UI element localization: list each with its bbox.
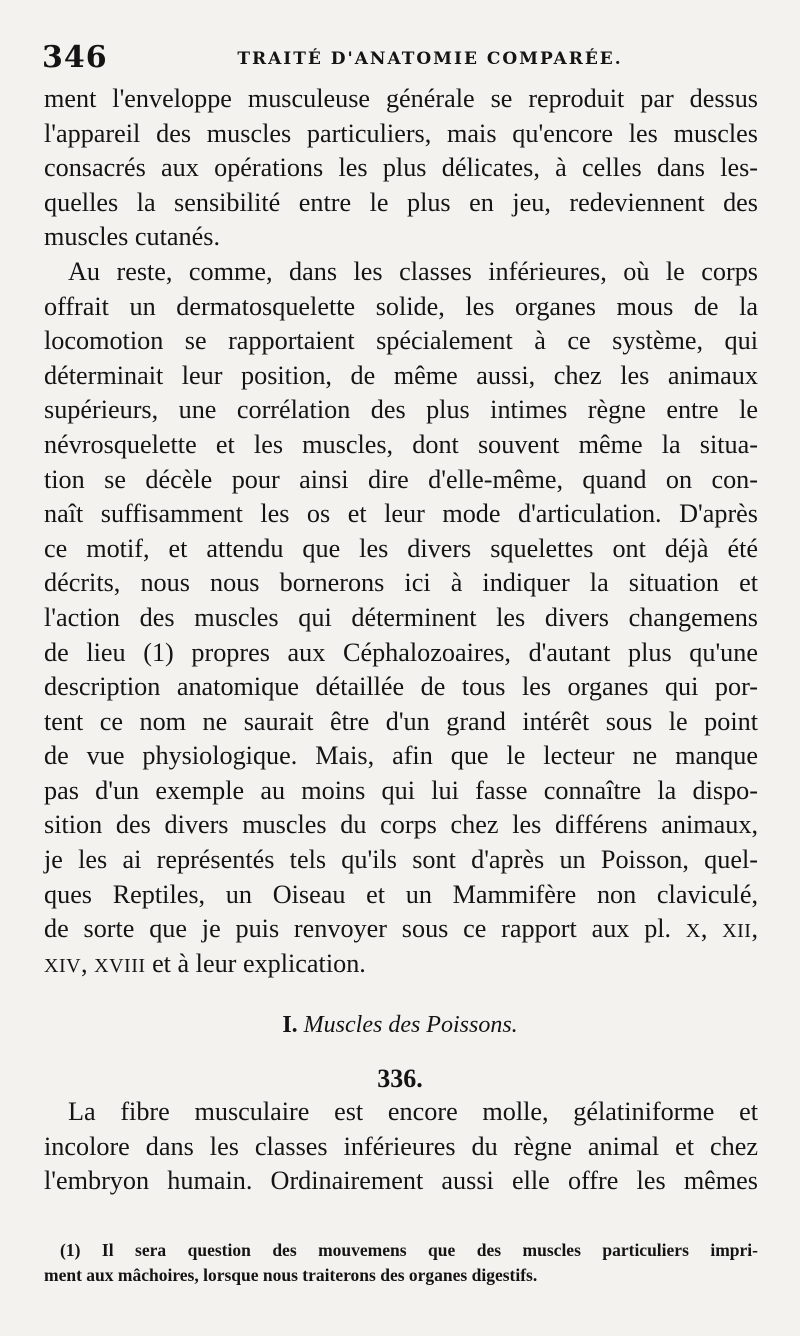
text-line: tion se décèle pour ainsi dire d'elle-même, quand on con- bbox=[44, 464, 758, 494]
plate-ref: XVIII bbox=[94, 954, 146, 977]
text-line: ques Reptiles, un Oiseau et un Mammifère non claviculé, bbox=[44, 879, 758, 909]
text-line: sition des divers muscles du corps chez les différens animaux, bbox=[44, 810, 758, 840]
text-line: tent ce nom ne saurait être d'un grand intérêt sous le point bbox=[44, 706, 758, 736]
text-line: consacrés aux opérations les plus délicates, à celles dans les- bbox=[44, 153, 758, 183]
text-line: décrits, nous nous bornerons ici à indiquer la situation et bbox=[44, 568, 758, 598]
footnote-line: ment aux mâchoires, lorsque nous traiterons des organes digestifs. bbox=[44, 1265, 538, 1285]
section-number: I. bbox=[282, 1012, 298, 1038]
text-line: névrosquelette et les muscles, dont souvent même la situa- bbox=[44, 429, 758, 459]
text-line: description anatomique détaillée de tous les organes qui por- bbox=[44, 672, 758, 702]
text-fragment: et à leur explication. bbox=[152, 948, 366, 978]
text-line: supérieurs, une corrélation des plus intimes règne entre le bbox=[44, 395, 758, 425]
text-line: de vue physiologique. Mais, afin que le lecteur ne manque bbox=[44, 741, 758, 771]
text-line: l'action des muscles qui déterminent les divers changemens bbox=[44, 602, 758, 632]
section-title: Muscles des Poissons. bbox=[303, 1012, 518, 1038]
text-line: déterminait leur position, de même aussi, chez les animaux bbox=[44, 360, 758, 390]
text-line: je les ai représentés tels qu'ils sont d'après un Poisson, quel- bbox=[44, 845, 758, 875]
footnote-line: (1) Il sera question des mouvemens que des muscles particuliers impri- bbox=[60, 1240, 758, 1260]
plate-ref: XIV bbox=[44, 954, 82, 977]
paragraph-number: 336. bbox=[377, 1064, 423, 1093]
text-line-plates: XIV, XVIII et à leur explication. bbox=[44, 948, 366, 978]
text-line: muscles cutanés. bbox=[44, 222, 220, 252]
text-fragment: de sorte que je puis renvoyer sous ce rapport aux pl. bbox=[44, 914, 672, 944]
running-title: TRAITÉ D'ANATOMIE COMPARÉE. bbox=[237, 49, 623, 69]
footnote bbox=[44, 1238, 758, 1288]
text-line: La fibre musculaire est encore molle, gélatiniforme et bbox=[68, 1097, 758, 1126]
text-line: incolore dans les classes inférieures du règne animal et chez bbox=[44, 1131, 758, 1161]
text-line: offrait un dermatosquelette solide, les organes mous de la bbox=[44, 291, 758, 321]
text-line: Au reste, comme, dans les classes inférieures, où le corps bbox=[68, 256, 758, 286]
plate-ref: XII bbox=[722, 920, 752, 943]
text-line: l'appareil des muscles particuliers, mais qu'encore les muscles bbox=[44, 118, 758, 148]
text-line: ment l'enveloppe musculeuse générale se reproduit par dessus bbox=[44, 84, 758, 113]
text-line: l'embryon humain. Ordinairement aussi elle offre les mêmes bbox=[44, 1166, 758, 1196]
paragraph-text-block bbox=[44, 1094, 758, 1198]
text-line: de lieu (1) propres aux Céphalozoaires, d'autant plus qu'une bbox=[44, 637, 758, 667]
text-line: locomotion se rapportaient spécialement à ce système, qui bbox=[44, 326, 758, 356]
page-header bbox=[40, 40, 760, 76]
text-line: quelles la sensibilité entre le plus en jeu, redeviennent des bbox=[44, 187, 758, 217]
plate-ref: X bbox=[685, 920, 701, 943]
page-number: 346 bbox=[42, 40, 108, 75]
section-heading bbox=[0, 1012, 800, 1039]
text-line: ce motif, et attendu que les divers squelettes ont déjà été bbox=[44, 533, 758, 563]
text-line: pas d'un exemple au moins qui lui fasse connaître la dispo- bbox=[44, 775, 758, 805]
main-text-block bbox=[44, 82, 758, 981]
text-line-plates: de sorte que je puis renvoyer sous ce rapport aux pl. X, XII, bbox=[44, 914, 759, 944]
text-line: naît suffisamment les os et leur mode d'articulation. D'après bbox=[44, 499, 758, 529]
